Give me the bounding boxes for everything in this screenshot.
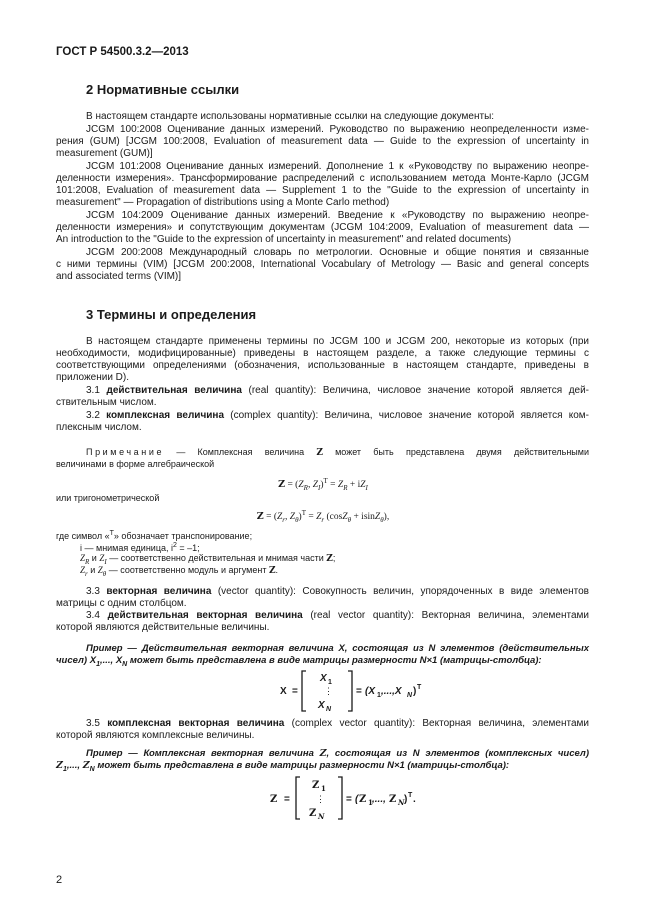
svg-text:,...,: ,..., [372, 794, 386, 805]
term-3-3-def: (vector quantity): Совокупность величин, упорядоченных в виде элементов [211, 586, 589, 597]
ex2-c: может быть представлена в виде матрицы размерности N×1 (матрицы-столбца): [94, 760, 510, 771]
note-text-b: может быть представлена двумя действительными [322, 447, 589, 457]
svg-text:.: . [413, 794, 416, 805]
ref4-line3: and associated terms (VIM)] [56, 271, 182, 282]
term-3-5-line1 [86, 718, 589, 730]
svg-text:Z: Z [312, 780, 320, 791]
s3-intro-line4: приложении D). [56, 372, 130, 383]
ex2-b: , состоящая из N элементов (комплексных чисел) [326, 748, 589, 759]
svg-text:N: N [407, 692, 413, 699]
ref2-line2: деленности измерения». Трансформирование распределений с использованием метода Монте-Карло (JCGM [56, 173, 589, 184]
ex2-a: Пример — Комплексная векторная величина [86, 748, 320, 759]
svg-text:⋮: ⋮ [316, 795, 325, 805]
ref1-line2: рения (GUM) [JCGM 100:2008, Evaluation of measurement data — Guide to the expression of uncertainty in [56, 136, 589, 147]
s3-intro-line1: В настоящем стандарте применены термины по JCGM 100 и JCGM 200, некоторые из которых (при [86, 336, 589, 347]
svg-text:,...,X: ,...,X [381, 686, 402, 697]
matrix-z-equation [262, 772, 422, 824]
ref3-line2: деленности измерения» и сопутствующим документам (JCGM 104:2009, Evaluation of measurement data — [56, 222, 589, 233]
svg-text:=: = [356, 686, 362, 697]
example-2-line1: Пример — Комплексная векторная величина Z, состоящая из N элементов (комплексных чисел) [86, 748, 589, 759]
equation-trigonometric: $Z = (Z_r$, $Z_\theta)^T = Z_r$ (cosZ$_\theta$ + isinZ$_\theta$), [256, 509, 390, 525]
svg-text:1: 1 [321, 784, 326, 793]
term-3-2-name: комплексная величина [106, 410, 225, 421]
ex1-b: чисел) X [56, 655, 97, 666]
term-3-1-def: (real quantity): Величина, числовое значение которой является дей- [241, 385, 590, 396]
example-1-line2: чисел) $X_1$,..., $X_N$ может быть представлена в виде матрицы размерности N×1 (матрицы-столбца): [56, 655, 542, 668]
ref4-line1: JCGM 200:2008 Международный словарь по метрологии. Основные и общие понятия и связанные [86, 247, 589, 258]
equation-algebraic: $Z = (Z_R$, $Z_I)^T = Z_R + iZ_I$ [278, 477, 368, 493]
where-line2: i — мнимая единица, $i^2 = -1$; [80, 542, 200, 553]
svg-text:=: = [292, 686, 298, 697]
svg-text:Z: Z [309, 808, 317, 819]
term-3-1-line1 [86, 385, 589, 397]
where1-a: где символ « [56, 531, 110, 541]
standard-header: ГОСТ Р 54500.3.2—2013 [56, 46, 189, 58]
svg-text:): ) [404, 794, 408, 805]
where-line1: где символ «$^T$» обозначает транспонирование; [56, 530, 253, 541]
where-line4: $Z_r$ и $Z_\theta$ — соответственно модуль и аргумент Z. [80, 565, 279, 578]
svg-text:T: T [408, 792, 413, 799]
term-3-3-name: векторная величина [106, 586, 212, 597]
ref3-line3: An introduction to the "Guide to the expression of uncertainty in measurement" and related documents) [56, 234, 512, 245]
term-3-2-def: (complex quantity): Величина, числовое значение которой является ком- [224, 410, 589, 421]
ref4-line2: с ними термины (VIM) [JCGM 200:2008, International Vocabulary of Metrology — Basic and general concepts [56, 259, 589, 270]
svg-text:⋮: ⋮ [324, 686, 333, 696]
where2-a: i — мнимая единица, i [80, 543, 173, 553]
where-line3: $Z_R$ и $Z_I$ — соответственно действительная и мнимая части Z; [80, 553, 336, 566]
term-3-5-line2: которой являются комплексные величины. [56, 730, 255, 741]
svg-text:): ) [413, 686, 417, 697]
term-3-1-number: 3.1 [86, 385, 100, 396]
svg-text:X: X [318, 700, 325, 711]
term-3-5-name: комплексная векторная величина [107, 718, 285, 729]
svg-text:N: N [398, 798, 405, 807]
term-3-4-line2: которой являются действительные величины. [56, 622, 270, 633]
term-3-5-number: 3.5 [86, 718, 100, 729]
svg-text:Z: Z [389, 794, 397, 805]
term-3-4-name: действительная векторная величина [107, 610, 303, 621]
ref2-line3: 101:2008, Evaluation of measurement data — Supplement 1 to the "Guide to the expression of uncertainty in [56, 185, 589, 196]
ex1-d: может быть представлена в виде матрицы размерности N×1 (матрицы-столбца): [127, 655, 542, 666]
term-3-4-def: (real vector quantity): Векторная величина, элементами [302, 610, 589, 621]
example-2-line2: $Z_1$,..., $Z_N$ может быть представлена в виде матрицы размерности N×1 (матрицы-столбца): [56, 760, 510, 773]
note-symbol-z: Z [316, 448, 323, 458]
svg-text:(: ( [355, 794, 359, 805]
note-line2: величинами в форме алгебраической [56, 459, 215, 469]
where2-b: = –1; [176, 543, 200, 553]
svg-text:N: N [318, 812, 325, 821]
ref1-line1: JCGM 100:2008 Оценивание данных измерений. Руководство по выражению неопределенности изме- [86, 124, 589, 135]
example-1-line1: Пример — Действительная векторная величина X, состоящая из N элементов (действительных [86, 643, 589, 654]
term-3-1-name: действительная величина [106, 385, 242, 396]
svg-text:=: = [346, 794, 352, 805]
ref2-line1: JCGM 101:2008 Оценивание данных измерений. Дополнение 1 к «Руководству по выражению неопре- [86, 161, 589, 172]
term-3-2-line2: плексным числом. [56, 422, 142, 433]
svg-text:(X: (X [365, 686, 375, 697]
svg-text:Z: Z [270, 794, 278, 805]
section-2-title: 2 Нормативные ссылки [86, 82, 240, 97]
term-3-4-number: 3.4 [86, 610, 100, 621]
term-3-1-line2: ствительным числом. [56, 397, 157, 408]
svg-text:1: 1 [328, 679, 332, 686]
section-3-title: 3 Термины и определения [86, 307, 257, 322]
term-3-5-def: (complex vector quantity): Векторная величина, элементами [284, 718, 589, 729]
term-3-2-number: 3.2 [86, 410, 100, 421]
note-label: Примечание [86, 447, 165, 457]
where3-a: — соответственно действительная и мнимая части [106, 553, 327, 563]
s3-intro-line3: соответствующими определениями (обозначения, использованные в настоящем стандарте, приведены в [56, 360, 589, 371]
where4-a: — соответственно модуль и аргумент [106, 565, 269, 575]
s3-intro-line2: необходимости, модифицированные) приведены в настоящем разделе, а также следующие термины с [56, 348, 589, 359]
ex1-c: ,..., X [99, 655, 123, 666]
term-3-3-number: 3.3 [86, 586, 100, 597]
ref1-line3: measurement (GUM)] [56, 148, 153, 159]
term-3-3-line1 [86, 586, 589, 598]
matrix-x-equation [262, 666, 422, 716]
svg-text:Z: Z [359, 794, 367, 805]
term-3-3-line2: матрицы с одним столбцом. [56, 598, 187, 609]
page-number: 2 [56, 874, 63, 886]
ref3-line1: JCGM 104:2009 Оценивание данных измерений. Введение к «Руководству по выражению неопре- [86, 210, 589, 221]
term-3-4-line1 [86, 610, 589, 622]
svg-text:T: T [417, 684, 422, 691]
svg-text:1: 1 [368, 798, 373, 807]
svg-text:N: N [326, 706, 332, 713]
svg-text:=: = [284, 794, 290, 805]
note-trig-label: или тригонометрической [56, 493, 160, 503]
svg-text:X: X [280, 686, 287, 697]
note-text-a: — Комплексная величина [164, 447, 317, 457]
svg-text:X: X [320, 673, 327, 684]
where1-b: » обозначает транспонирование; [113, 531, 253, 541]
ref2-line4: measurement" — Propagation of distributions using a Monte Carlo method) [56, 197, 390, 208]
s2-intro: В настоящем стандарте использованы нормативные ссылки на следующие документы: [86, 111, 495, 122]
term-3-2-line1 [86, 410, 589, 422]
svg-text:1: 1 [377, 692, 381, 699]
